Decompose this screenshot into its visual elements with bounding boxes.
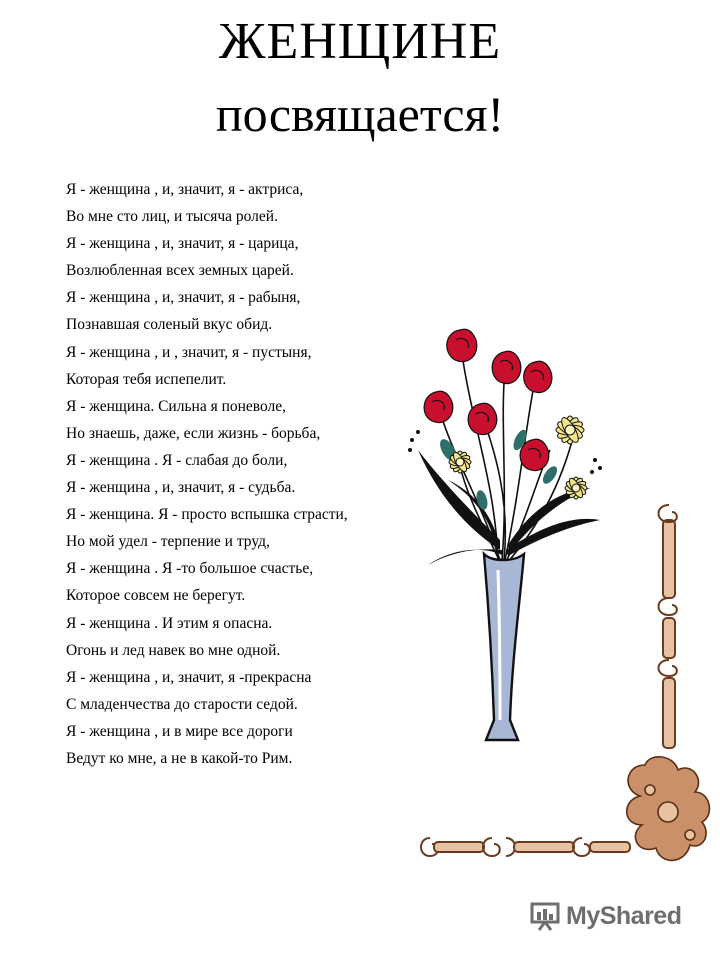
rose-icon (447, 329, 477, 361)
poem-line: Огонь и лед навек во мне одной. (66, 641, 281, 659)
poem-line: Я - женщина , и в мире все дороги (66, 722, 293, 740)
poem-line: Я - женщина , и, значит, я - царица, (66, 235, 299, 253)
poem-line: Ведут ко мне, а не в какой-то Рим. (66, 749, 293, 767)
ornamental-corner-frame (410, 500, 720, 900)
page-title: ЖЕНЩИНЕ (218, 13, 502, 70)
presentation-board-icon (528, 901, 562, 931)
poem-line: Я - женщина. Сильна я поневоле, (66, 397, 287, 415)
poem-line: Я - женщина . И этим я опасна. (66, 614, 273, 632)
poem-line: Я - женщина . Я - слабая до боли, (66, 451, 288, 469)
horizontal-scroll-border (421, 838, 630, 856)
vertical-scroll-border (659, 505, 677, 748)
poem-line: Познавшая соленый вкус обид. (66, 316, 273, 334)
poem-text (66, 176, 446, 772)
poem-line: Я - женщина , и, значит, я - рабыня, (66, 289, 301, 307)
poem-line: Но знаешь, даже, если жизнь - борьба, (66, 424, 321, 442)
poem-line: Я - женщина . Я -то большое счастье, (66, 560, 314, 578)
rose-icon (468, 403, 497, 434)
watermark-brand: MyShared (566, 901, 682, 930)
poem-line: Я - женщина , и, значит, я - судьба. (66, 479, 296, 497)
rose-icon (492, 351, 521, 383)
corner-flourish (627, 757, 710, 861)
poem-line: Я - женщина , и, значит, я -прекрасна (66, 668, 312, 686)
rose-icon (520, 439, 549, 470)
poem-line: Возлюбленная всех земных царей. (66, 262, 294, 280)
poem-line: Я - женщина , и , значит, я - пустыня, (66, 343, 312, 361)
poem-line: Которое совсем не берегут. (66, 587, 246, 605)
daisy-icon (555, 415, 584, 444)
watermark-logo (528, 898, 698, 934)
poem-line: Которая тебя испепелит. (66, 370, 227, 388)
poem-line: Во мне сто лиц, и тысяча ролей. (66, 208, 278, 226)
poem-line: С младенчества до старости седой. (66, 695, 298, 713)
poem-line: Я - женщина , и, значит, я - актриса, (66, 181, 304, 198)
page-subtitle: посвящается! (215, 86, 505, 142)
poem-line: Я - женщина. Я - просто вспышка страсти, (66, 506, 348, 524)
rose-icon (424, 391, 453, 422)
rose-icon (524, 361, 552, 392)
poem-line: Но мой удел - терпение и труд, (66, 533, 270, 551)
